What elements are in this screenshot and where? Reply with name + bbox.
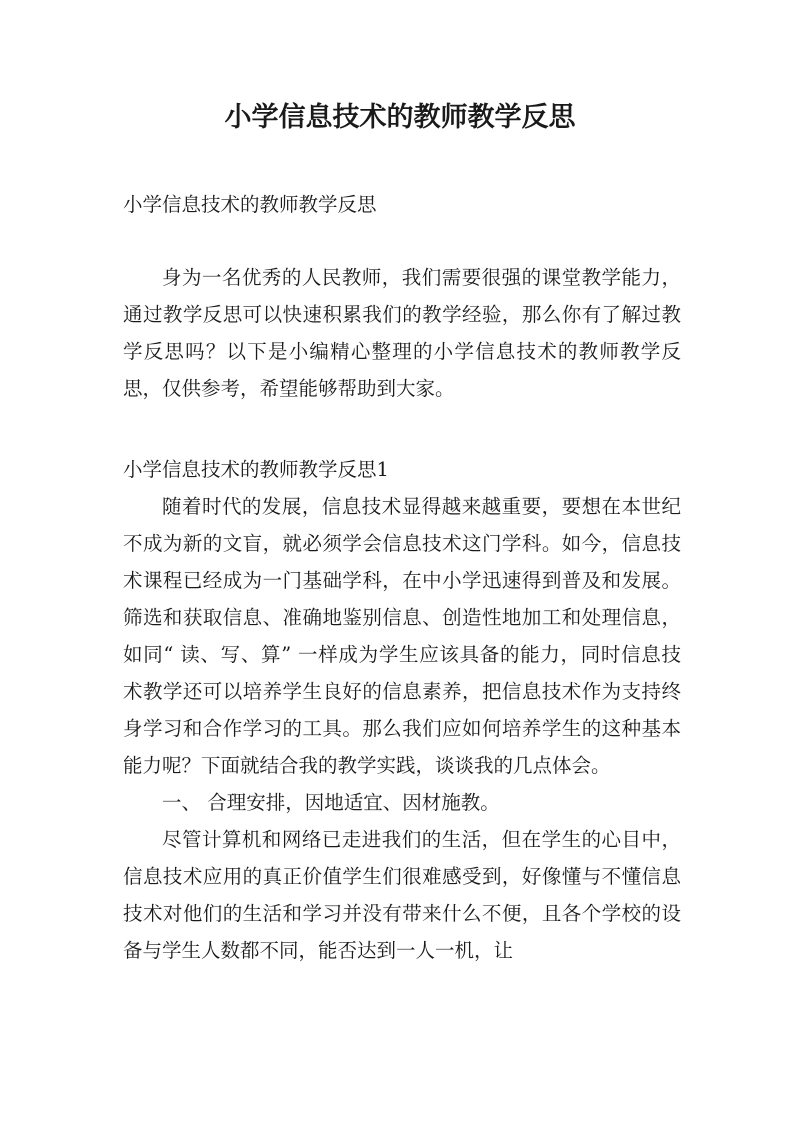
document-subtitle: 小学信息技术的教师教学反思 [123, 193, 377, 216]
section-1-heading: 小学信息技术的教师教学反思1 [123, 458, 389, 481]
section-1 [123, 451, 681, 969]
section-1-paragraph-2: 尽管计算机和网络已走进我们的生活，但在学生的心目中，信息技术应用的真正价值学生们很难感受到，好像懂与不懂信息技术对他们的生活和学习并没有带来什么不便，且各个学校的设备与学生人数都不同，能否达到一人一机，让 [123, 828, 681, 962]
section-1-point-1: 一、 合理安排，因地适宜、因材施教。 [162, 791, 500, 814]
document-title: 小学信息技术的教师教学反思 [224, 102, 576, 133]
intro-paragraph: 身为一名优秀的人民教师，我们需要很强的课堂教学能力，通过教学反思可以快速积累我们的教学经验，那么你有了解过教学反思吗？以下是小编精心整理的小学信息技术的教师教学反思，仅供参考，希望能够帮助到大家。 [123, 266, 681, 400]
section-1-paragraph-1: 随着时代的发展，信息技术显得越来越重要，要想在本世纪不成为新的文盲，就必须学会信息技术这门学科。如今，信息技术课程已经成为一门基础学科，在中小学迅速得到普及和发展。筛选和获取信息、准确地鉴别信息、创造性地加工和处理信息，如同“ 读、写、算” 一样成为学生应该具备的能力，同时信息技术教学还可以培养学生良好的信息素养，把信息技术作为支持终身学习和合作学习的工具。那么我们应如何培养学生的这种基本能力呢？下面就结合我的教学实践，谈谈我的几点体会。 [123, 495, 681, 777]
